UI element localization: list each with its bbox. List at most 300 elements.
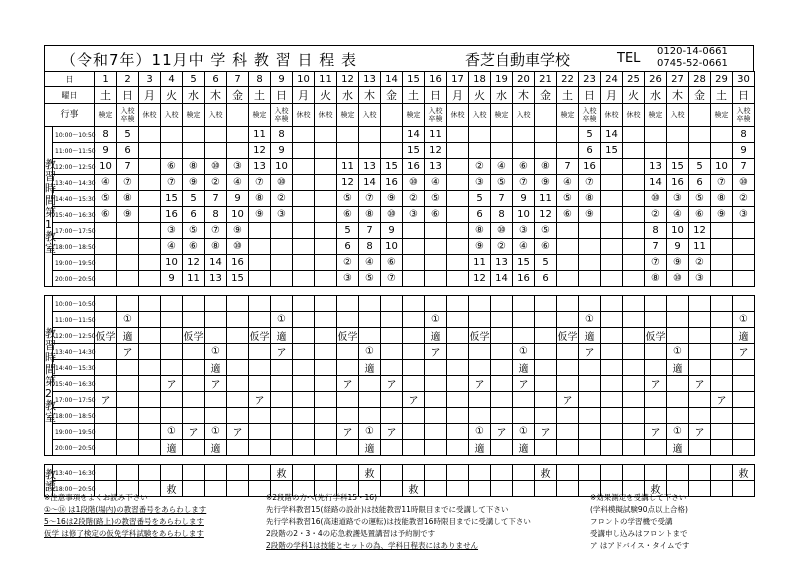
schedule-cell: ② bbox=[337, 255, 359, 271]
schedule-cell bbox=[315, 191, 337, 207]
schedule-cell: ⑧ bbox=[117, 191, 139, 207]
schedule-cell: 13 bbox=[425, 159, 447, 175]
room1-row bbox=[45, 271, 755, 287]
schedule-cell: ① bbox=[205, 424, 227, 440]
schedule-cell: ⑥ bbox=[337, 207, 359, 223]
schedule-cell bbox=[667, 465, 689, 481]
schedule-cell: 7 bbox=[645, 239, 667, 255]
schedule-cell bbox=[139, 328, 161, 344]
schedule-cell bbox=[271, 408, 293, 424]
schedule-cell bbox=[117, 255, 139, 271]
schedule-cell bbox=[579, 239, 601, 255]
schedule-cell bbox=[403, 239, 425, 255]
schedule-cell: 12 bbox=[337, 175, 359, 191]
dow-cell: 土 bbox=[711, 87, 733, 104]
schedule-cell bbox=[403, 255, 425, 271]
schedule-cell bbox=[95, 312, 117, 328]
schedule-cell: ア bbox=[711, 392, 733, 408]
schedule-cell bbox=[95, 239, 117, 255]
room1-label-char: 教 bbox=[45, 229, 56, 243]
schedule-cell bbox=[513, 143, 535, 159]
schedule-cell: 9 bbox=[161, 271, 183, 287]
schedule-cell bbox=[557, 296, 579, 312]
schedule-cell bbox=[381, 127, 403, 143]
schedule-cell bbox=[183, 360, 205, 376]
schedule-cell bbox=[293, 175, 315, 191]
schedule-cell bbox=[381, 344, 403, 360]
schedule-cell bbox=[447, 408, 469, 424]
schedule-cell bbox=[183, 296, 205, 312]
schedule-cell: 10 bbox=[667, 223, 689, 239]
room2-row bbox=[45, 424, 755, 440]
schedule-cell: ① bbox=[667, 424, 689, 440]
schedule-cell bbox=[733, 392, 755, 408]
schedule-cell bbox=[689, 360, 711, 376]
schedule-cell bbox=[293, 271, 315, 287]
schedule-cell bbox=[513, 312, 535, 328]
schedule-cell bbox=[623, 271, 645, 287]
schedule-cell: ⑨ bbox=[579, 207, 601, 223]
schedule-cell: ③ bbox=[469, 175, 491, 191]
schedule-cell bbox=[403, 408, 425, 424]
schedule-cell bbox=[557, 223, 579, 239]
schedule-cell: 10 bbox=[95, 159, 117, 175]
schedule-cell bbox=[271, 255, 293, 271]
schedule-cell bbox=[249, 465, 271, 481]
day-cell: 10 bbox=[293, 72, 315, 87]
schedule-cell bbox=[491, 440, 513, 456]
schedule-cell bbox=[249, 271, 271, 287]
schedule-cell bbox=[183, 408, 205, 424]
schedule-cell bbox=[139, 312, 161, 328]
schedule-cell bbox=[293, 376, 315, 392]
schedule-cell bbox=[557, 424, 579, 440]
room2-row bbox=[45, 296, 755, 312]
schedule-cell: ① bbox=[359, 424, 381, 440]
schedule-cell: ⑨ bbox=[469, 239, 491, 255]
schedule-cell: ⑨ bbox=[117, 207, 139, 223]
schedule-cell bbox=[337, 344, 359, 360]
schedule-cell bbox=[293, 159, 315, 175]
schedule-cell: 11 bbox=[469, 255, 491, 271]
schedule-cell bbox=[447, 440, 469, 456]
note-line: 2段階の2・3・4の応急救護処置講習は予約制です bbox=[266, 529, 436, 538]
schedule-cell bbox=[711, 296, 733, 312]
schedule-cell bbox=[491, 296, 513, 312]
schedule-cell bbox=[271, 392, 293, 408]
room2-row bbox=[45, 440, 755, 456]
room1-row bbox=[45, 191, 755, 207]
day-cell: 22 bbox=[557, 72, 579, 87]
schedule-cell: 救 bbox=[271, 465, 293, 481]
schedule-cell: ⑨ bbox=[535, 175, 557, 191]
room3-row bbox=[45, 465, 755, 481]
schedule-cell: 16 bbox=[161, 207, 183, 223]
schedule-cell bbox=[425, 255, 447, 271]
dow-cell: 日 bbox=[733, 87, 755, 104]
row-label: 曜日 bbox=[45, 87, 95, 104]
schedule-cell bbox=[161, 360, 183, 376]
day-cell: 25 bbox=[623, 72, 645, 87]
schedule-cell: ⑩ bbox=[381, 207, 403, 223]
dow-cell: 金 bbox=[535, 87, 557, 104]
schedule-cell: ③ bbox=[667, 191, 689, 207]
schedule-cell: ① bbox=[733, 312, 755, 328]
schedule-cell: 適 bbox=[469, 440, 491, 456]
schedule-cell bbox=[381, 440, 403, 456]
schedule-cell: 13 bbox=[359, 159, 381, 175]
schedule-cell: 10 bbox=[227, 207, 249, 223]
schedule-cell: 16 bbox=[381, 175, 403, 191]
room2-row bbox=[45, 376, 755, 392]
schedule-cell bbox=[381, 296, 403, 312]
schedule-cell: 14 bbox=[601, 127, 623, 143]
schedule-cell bbox=[315, 127, 337, 143]
schedule-cell: ① bbox=[271, 312, 293, 328]
schedule-cell bbox=[667, 376, 689, 392]
schedule-cell bbox=[513, 408, 535, 424]
schedule-cell bbox=[689, 344, 711, 360]
schedule-cell: ア bbox=[337, 376, 359, 392]
schedule-cell bbox=[315, 271, 337, 287]
schedule-cell bbox=[161, 465, 183, 481]
schedule-cell bbox=[95, 296, 117, 312]
schedule-cell: ア bbox=[117, 344, 139, 360]
schedule-cell bbox=[535, 408, 557, 424]
event-cell: 休校 bbox=[447, 104, 469, 127]
schedule-cell bbox=[315, 159, 337, 175]
schedule-cell: 13 bbox=[645, 159, 667, 175]
schedule-cell: 13 bbox=[249, 159, 271, 175]
schedule-cell: 適 bbox=[117, 328, 139, 344]
schedule-cell bbox=[161, 328, 183, 344]
schedule-cell bbox=[139, 271, 161, 287]
schedule-cell: 救 bbox=[733, 465, 755, 481]
dow-cell: 月 bbox=[447, 87, 469, 104]
schedule-cell bbox=[601, 239, 623, 255]
day-cell: 18 bbox=[469, 72, 491, 87]
day-cell: 24 bbox=[601, 72, 623, 87]
schedule-cell bbox=[139, 424, 161, 440]
room2-label bbox=[45, 296, 56, 456]
schedule-cell bbox=[447, 175, 469, 191]
schedule-cell bbox=[601, 408, 623, 424]
schedule-cell: ⑧ bbox=[579, 191, 601, 207]
schedule-cell bbox=[205, 408, 227, 424]
schedule-cell bbox=[293, 191, 315, 207]
schedule-cell bbox=[139, 127, 161, 143]
time-cell: 19:00～19:50 bbox=[53, 255, 95, 271]
schedule-cell bbox=[315, 440, 337, 456]
schedule-cell: ④ bbox=[667, 207, 689, 223]
schedule-cell: ⑧ bbox=[359, 207, 381, 223]
schedule-cell bbox=[491, 344, 513, 360]
schedule-cell bbox=[117, 223, 139, 239]
day-cell: 6 bbox=[205, 72, 227, 87]
schedule-cell: ⑥ bbox=[161, 159, 183, 175]
event-cell: 休校 bbox=[139, 104, 161, 127]
schedule-cell bbox=[139, 143, 161, 159]
schedule-cell bbox=[601, 296, 623, 312]
schedule-cell bbox=[271, 424, 293, 440]
schedule-cell: 11 bbox=[689, 239, 711, 255]
schedule-cell: 5 bbox=[689, 159, 711, 175]
schedule-cell: 8 bbox=[645, 223, 667, 239]
schedule-cell: 8 bbox=[205, 207, 227, 223]
schedule-cell bbox=[601, 328, 623, 344]
room1-row bbox=[45, 239, 755, 255]
schedule-cell: ⑩ bbox=[403, 175, 425, 191]
note-line: 先行学科教習16(高速道路での運転)は技能教習16時限目までに受講して下さい bbox=[266, 517, 531, 526]
note-line: (学科模擬試験90点以上合格) bbox=[590, 505, 688, 514]
schedule-cell bbox=[139, 296, 161, 312]
schedule-cell: ⑦ bbox=[205, 223, 227, 239]
schedule-cell: 救 bbox=[359, 465, 381, 481]
schedule-cell: 仮学 bbox=[469, 328, 491, 344]
schedule-cell: ① bbox=[359, 344, 381, 360]
dow-cell: 月 bbox=[601, 87, 623, 104]
gap-cell bbox=[45, 287, 755, 296]
schedule-cell bbox=[337, 440, 359, 456]
schedule-cell bbox=[359, 408, 381, 424]
schedule-cell: ② bbox=[271, 191, 293, 207]
schedule-cell bbox=[557, 239, 579, 255]
schedule-cell: 適 bbox=[359, 360, 381, 376]
schedule-cell bbox=[623, 159, 645, 175]
day-cell: 29 bbox=[711, 72, 733, 87]
room2-label-char: 室 bbox=[45, 410, 56, 424]
schedule-cell bbox=[601, 465, 623, 481]
schedule-cell bbox=[359, 127, 381, 143]
schedule-cell bbox=[249, 255, 271, 271]
schedule-cell bbox=[689, 127, 711, 143]
schedule-cell: ① bbox=[161, 424, 183, 440]
schedule-cell bbox=[403, 465, 425, 481]
schedule-cell: ② bbox=[645, 207, 667, 223]
event-cell: 検定 bbox=[337, 104, 359, 127]
schedule-cell bbox=[425, 465, 447, 481]
schedule-cell: 7 bbox=[491, 191, 513, 207]
schedule-cell: ② bbox=[403, 191, 425, 207]
schedule-cell bbox=[557, 408, 579, 424]
schedule-cell: ア bbox=[733, 344, 755, 360]
schedule-cell bbox=[447, 376, 469, 392]
schedule-cell: ⑥ bbox=[381, 255, 403, 271]
schedule-cell: ア bbox=[645, 424, 667, 440]
day-cell: 16 bbox=[425, 72, 447, 87]
schedule-cell bbox=[535, 296, 557, 312]
schedule-cell: 6 bbox=[535, 271, 557, 287]
schedule-cell bbox=[249, 360, 271, 376]
schedule-cell bbox=[535, 328, 557, 344]
schedule-cell: ア bbox=[183, 424, 205, 440]
schedule-cell bbox=[315, 344, 337, 360]
schedule-cell bbox=[557, 465, 579, 481]
dow-cell: 日 bbox=[425, 87, 447, 104]
schedule-cell: 仮学 bbox=[645, 328, 667, 344]
day-cell: 21 bbox=[535, 72, 557, 87]
schedule-cell bbox=[447, 344, 469, 360]
schedule-cell bbox=[293, 424, 315, 440]
schedule-cell bbox=[579, 271, 601, 287]
schedule-cell bbox=[183, 465, 205, 481]
schedule-cell: 14 bbox=[491, 271, 513, 287]
schedule-cell: ⑩ bbox=[645, 191, 667, 207]
schedule-cell: ⑩ bbox=[227, 239, 249, 255]
schedule-cell: ⑥ bbox=[95, 207, 117, 223]
schedule-cell: 9 bbox=[733, 143, 755, 159]
schedule-cell: 16 bbox=[513, 271, 535, 287]
schedule-cell: ③ bbox=[271, 207, 293, 223]
schedule-cell bbox=[711, 376, 733, 392]
schedule-cell: 適 bbox=[359, 440, 381, 456]
schedule-cell bbox=[733, 255, 755, 271]
time-cell: 17:00～17:50 bbox=[53, 392, 95, 408]
schedule-cell: 5 bbox=[183, 191, 205, 207]
schedule-cell: ⑤ bbox=[535, 223, 557, 239]
schedule-cell: 15 bbox=[381, 159, 403, 175]
schedule-cell bbox=[227, 360, 249, 376]
schedule-cell bbox=[557, 271, 579, 287]
schedule-cell bbox=[293, 312, 315, 328]
schedule-cell: 13 bbox=[491, 255, 513, 271]
schedule-cell bbox=[733, 408, 755, 424]
schedule-cell: 適 bbox=[733, 328, 755, 344]
schedule-cell bbox=[227, 440, 249, 456]
notes-col-3 bbox=[590, 492, 770, 552]
schedule-cell bbox=[271, 360, 293, 376]
schedule-cell: 15 bbox=[601, 143, 623, 159]
schedule-cell bbox=[359, 296, 381, 312]
schedule-cell bbox=[249, 223, 271, 239]
day-cell: 23 bbox=[579, 72, 601, 87]
day-cell: 14 bbox=[381, 72, 403, 87]
schedule-cell bbox=[403, 223, 425, 239]
schedule-cell bbox=[161, 127, 183, 143]
schedule-cell: 8 bbox=[95, 127, 117, 143]
schedule-cell bbox=[183, 143, 205, 159]
schedule-cell: 8 bbox=[271, 127, 293, 143]
dow-cell: 木 bbox=[513, 87, 535, 104]
day-cell: 19 bbox=[491, 72, 513, 87]
gap-row bbox=[45, 456, 755, 465]
schedule-cell bbox=[579, 296, 601, 312]
schedule-cell bbox=[117, 440, 139, 456]
schedule-cell bbox=[579, 360, 601, 376]
tel-number-1: 0120-14-0661 bbox=[657, 46, 728, 57]
school-name: 香芝自動車学校 bbox=[465, 51, 571, 69]
schedule-cell bbox=[711, 255, 733, 271]
schedule-cell bbox=[271, 440, 293, 456]
schedule-cell bbox=[293, 207, 315, 223]
schedule-cell bbox=[381, 392, 403, 408]
schedule-cell bbox=[535, 440, 557, 456]
schedule-cell bbox=[183, 440, 205, 456]
dow-cell: 木 bbox=[359, 87, 381, 104]
schedule-cell bbox=[403, 328, 425, 344]
day-row bbox=[45, 72, 755, 87]
schedule-cell bbox=[623, 360, 645, 376]
schedule-cell bbox=[293, 360, 315, 376]
schedule-cell: 12 bbox=[425, 143, 447, 159]
schedule-cell: ア bbox=[557, 392, 579, 408]
schedule-cell bbox=[447, 143, 469, 159]
event-cell: 検定 bbox=[95, 104, 117, 127]
time-cell: 11:00～11:50 bbox=[53, 312, 95, 328]
schedule-cell: 10 bbox=[271, 159, 293, 175]
schedule-cell: 12 bbox=[535, 207, 557, 223]
gap-row bbox=[45, 287, 755, 296]
schedule-cell bbox=[645, 344, 667, 360]
schedule-table bbox=[44, 71, 755, 497]
schedule-cell bbox=[711, 344, 733, 360]
schedule-cell bbox=[557, 255, 579, 271]
dow-row bbox=[45, 87, 755, 104]
schedule-cell: ⑤ bbox=[183, 223, 205, 239]
schedule-cell: 9 bbox=[227, 191, 249, 207]
schedule-cell bbox=[315, 312, 337, 328]
schedule-cell bbox=[535, 143, 557, 159]
schedule-cell: 5 bbox=[469, 191, 491, 207]
schedule-cell bbox=[227, 392, 249, 408]
page-title: （令和7年）11月中 学 科 教 習 日 程 表 bbox=[61, 51, 358, 69]
time-cell: 19:00～19:50 bbox=[53, 424, 95, 440]
schedule-cell bbox=[293, 408, 315, 424]
schedule-cell: ① bbox=[513, 344, 535, 360]
schedule-cell: 適 bbox=[205, 360, 227, 376]
schedule-cell: 救 bbox=[161, 481, 183, 497]
note-line: 先行学科教習15(経路の設計)は技能教習11時限目までに受講して下さい bbox=[266, 505, 509, 514]
schedule-cell bbox=[513, 296, 535, 312]
time-cell: 13:40～14:30 bbox=[53, 175, 95, 191]
schedule-cell bbox=[623, 207, 645, 223]
room1-label bbox=[45, 127, 56, 287]
schedule-cell: ⑦ bbox=[249, 175, 271, 191]
schedule-cell: 適 bbox=[161, 440, 183, 456]
schedule-cell: ⑧ bbox=[711, 191, 733, 207]
schedule-cell bbox=[447, 239, 469, 255]
dow-cell: 土 bbox=[95, 87, 117, 104]
room2-row bbox=[45, 408, 755, 424]
schedule-cell: ④ bbox=[359, 255, 381, 271]
schedule-cell bbox=[183, 344, 205, 360]
row-label: 行事 bbox=[45, 104, 95, 127]
schedule-cell bbox=[271, 223, 293, 239]
schedule-cell bbox=[623, 191, 645, 207]
schedule-cell bbox=[249, 424, 271, 440]
schedule-cell bbox=[711, 360, 733, 376]
schedule-cell: 10 bbox=[513, 207, 535, 223]
schedule-cell bbox=[117, 296, 139, 312]
schedule-cell: ⑧ bbox=[183, 159, 205, 175]
schedule-cell bbox=[579, 424, 601, 440]
schedule-cell: 8 bbox=[491, 207, 513, 223]
schedule-cell bbox=[535, 392, 557, 408]
day-cell: 26 bbox=[645, 72, 667, 87]
schedule-cell bbox=[469, 408, 491, 424]
schedule-cell bbox=[139, 175, 161, 191]
schedule-cell bbox=[469, 360, 491, 376]
schedule-cell bbox=[381, 312, 403, 328]
note-line: ア はアドバイス・タイムです bbox=[590, 541, 690, 550]
time-cell: 14:40～15:30 bbox=[53, 360, 95, 376]
schedule-cell: 6 bbox=[469, 207, 491, 223]
day-cell: 2 bbox=[117, 72, 139, 87]
schedule-cell bbox=[337, 465, 359, 481]
schedule-cell bbox=[425, 392, 447, 408]
schedule-cell bbox=[293, 255, 315, 271]
schedule-cell: 6 bbox=[117, 143, 139, 159]
